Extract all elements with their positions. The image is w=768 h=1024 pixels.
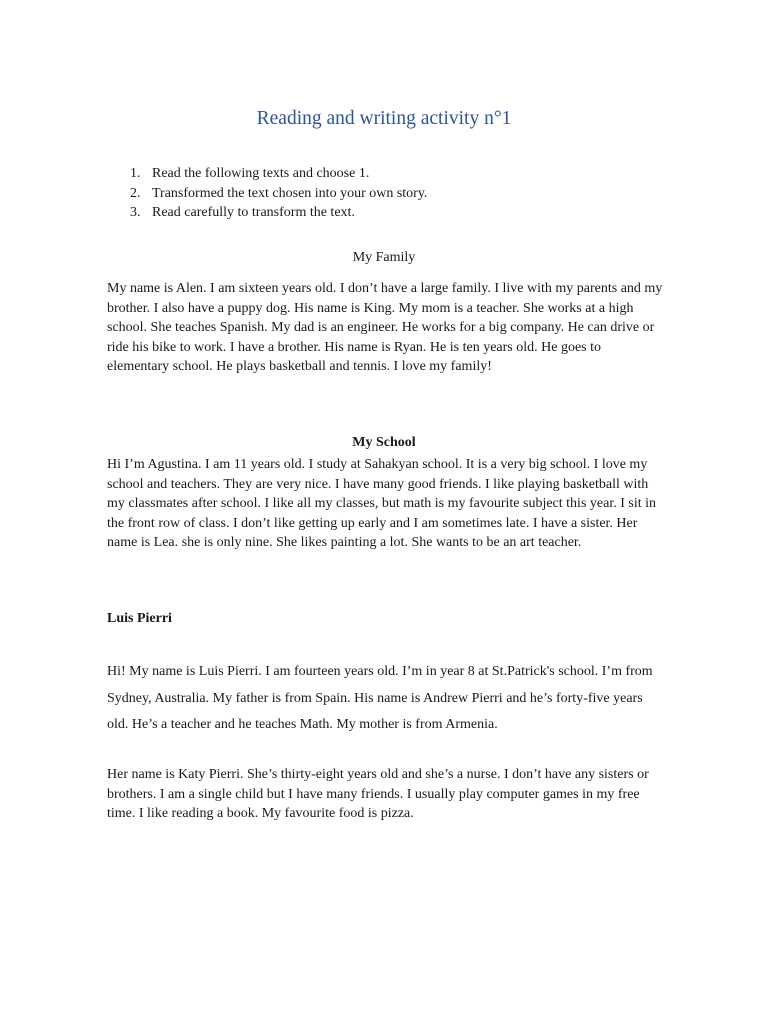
instruction-text: Read carefully to transform the text. [152,205,355,220]
instruction-item [130,203,427,223]
instruction-number: 1. [130,166,141,181]
instruction-item [130,184,427,204]
instruction-number: 3. [130,205,141,220]
page-title: Reading and writing activity n°1 [256,108,512,129]
instructions-list [130,164,427,223]
instruction-text: Read the following texts and choose 1. [152,166,370,181]
my-family-heading: My Family [352,250,416,265]
luis-pierri-text-2: Her name is Katy Pierri. She’s thirty-eight years old and she’s a nurse. I don’t have any sisters or brothers. I am a single child but I have many friends. I usually play computer games in my free time. I like reading a book. My favourite food is pizza. [107,767,649,821]
my-school-heading: My School [352,435,416,450]
luis-pierri-heading: Luis Pierri [107,611,172,626]
luis-pierri-text-1: Hi! My name is Luis Pierri. I am fourteen years old. I’m in year 8 at St.Patrick's school. I’m from Sydney, Australia. My father is from Spain. His name is Andrew Pierri and he’s forty-five years old. He’s a teacher and he teaches Math. My mother is from Armenia. [107,664,653,732]
instruction-number: 2. [130,185,141,201]
instruction-item [130,164,427,184]
my-family-text: My name is Alen. I am sixteen years old. I don’t have a large family. I live with my parents and my brother. I also have a puppy dog. His name is King. My mom is a teacher. She works at a high school. She teaches Spanish. My dad is an engineer. He works for a big company. He can drive or ride his bike to work. I have a brother. His name is Ryan. He is ten years old. He goes to elementary school. He plays basketball and tennis. I love my family! [107,281,663,374]
instruction-text: Transformed the text chosen into your own story. [152,185,428,201]
my-school-text: Hi I’m Agustina. I am 11 years old. I study at Sahakyan school. It is a very big school. I love my school and teachers. They are very nice. I have many good friends. I like playing basketball with my classmates after school. I like all my classes, but math is my favourite subject this year. I sit in the front row of class. I don’t like getting up early and I am sometimes late. I have a sister. Her name is Lea. she is only nine. She likes painting a lot. She wants to be an art teacher. [107,457,656,550]
